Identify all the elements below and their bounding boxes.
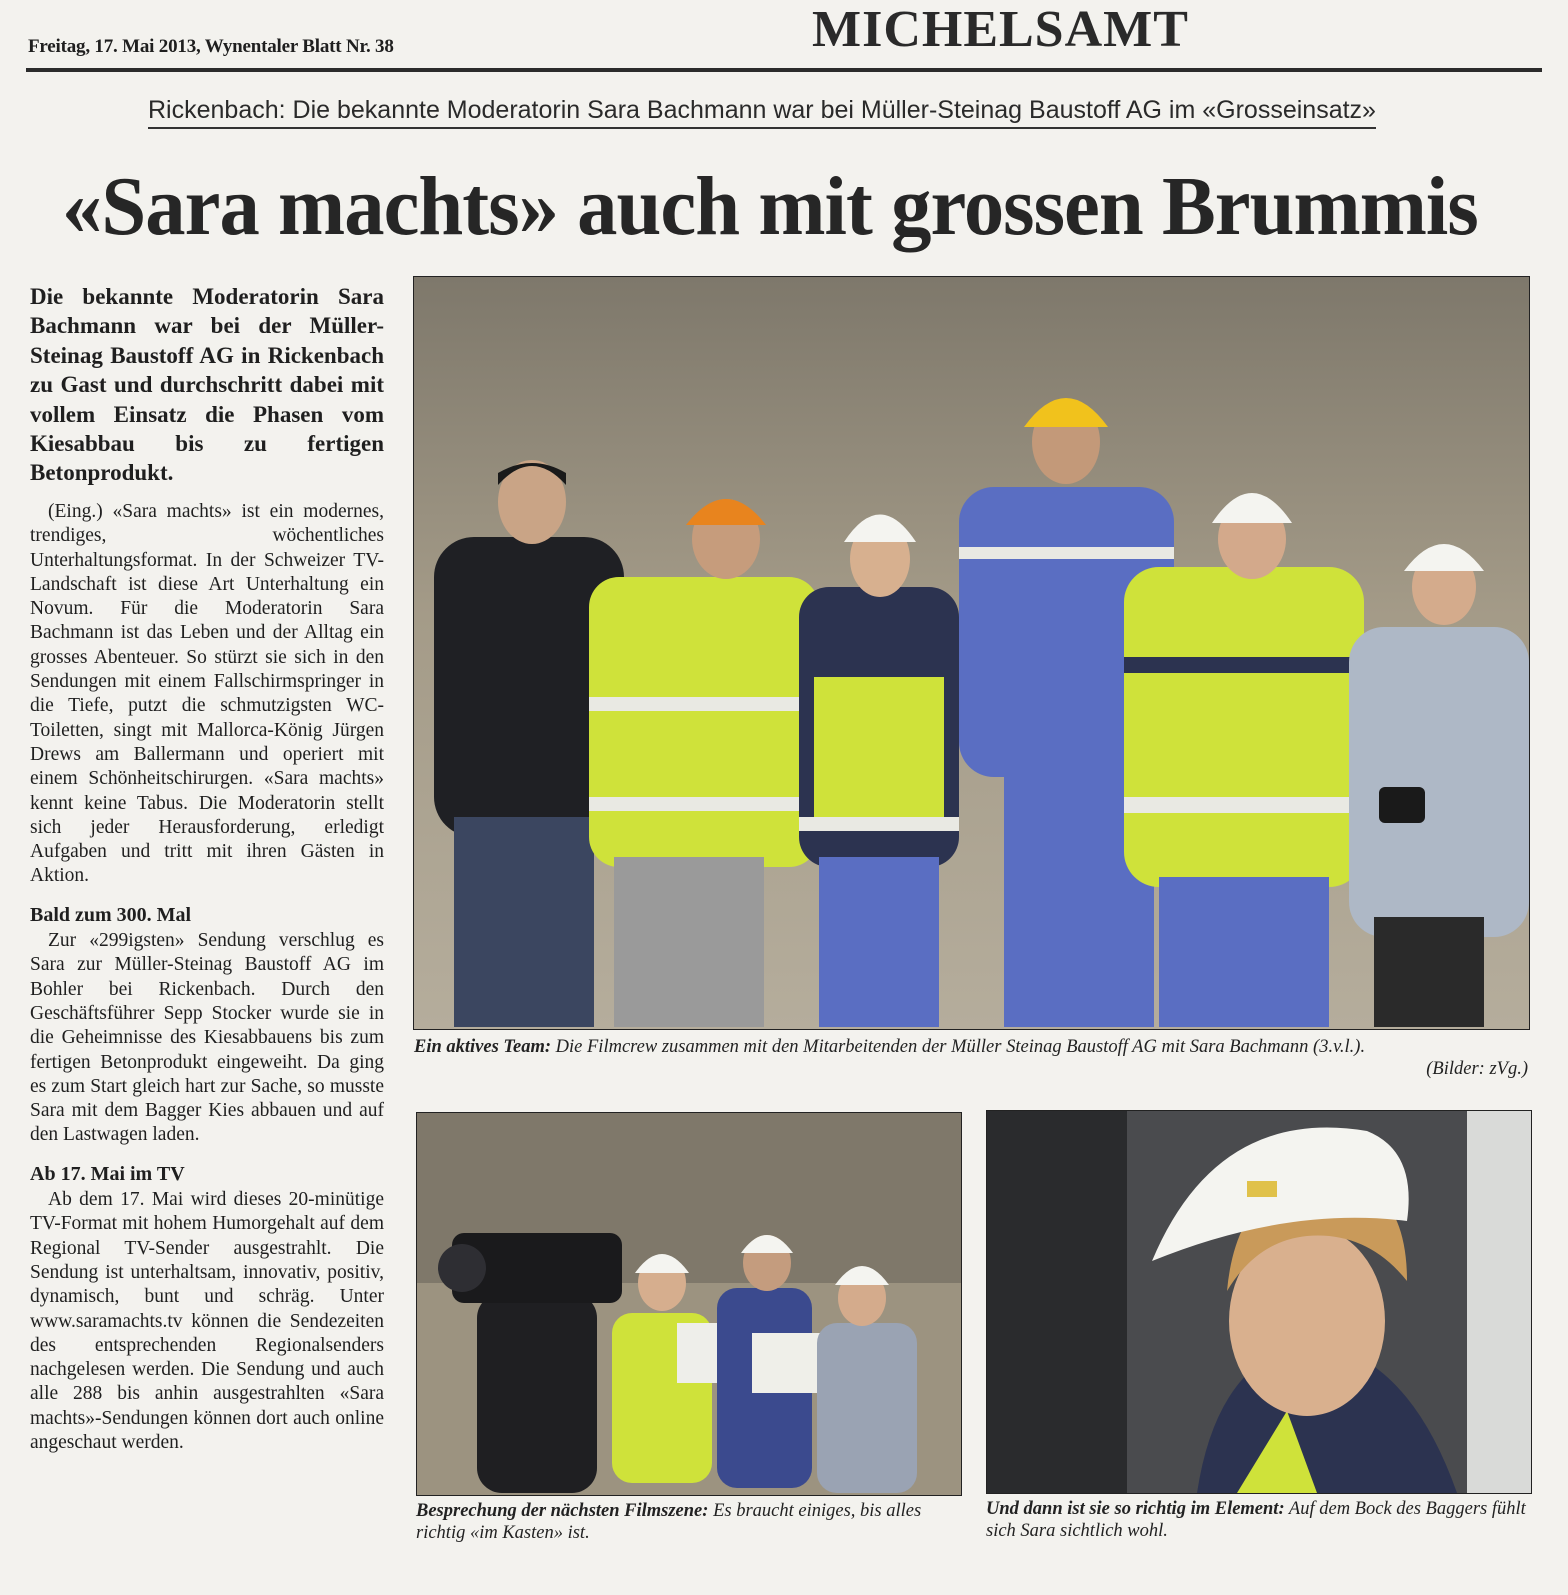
- group-photo-illustration: [414, 277, 1529, 1029]
- main-caption-text: Die Filmcrew zusammen mit den Mitarbeitenden der Müller Steinag Baustoff AG mit Sara Bachmann (3.v.l.).: [551, 1037, 1366, 1057]
- subheading-1: Bald zum 300. Mal: [30, 903, 192, 926]
- body-paragraph-1: (Eing.) «Sara machts» ist ein modernes, trendiges, wöchentliches Unterhaltungsformat. In der Schweizer TV-Landschaft ist diese Art Unterhaltung ein Novum. Für die Moderatorin Sara Bachmann ist das Leben und der Alltag ein grosses Abenteuer. So stürzt sie sich in den Sendungen mit einem Fallschirmspringer in die Tiefe, putzt die schmutzigsten WC-Toiletten, singt mit Mallorca-König Jürgen Drews am Ballermann und operiert mit einem Schönheitschirurgen. «Sara machts» kennt keine Tabus. Die Moderatorin stellt sich jeder Herausforderung, erledigt Aufgaben und tritt mit ihren Gästen in Aktion.: [30, 501, 384, 887]
- excavator-photo: [986, 1110, 1532, 1494]
- film-crew-caption-lead: Besprechung der nächsten Filmszene:: [416, 1501, 709, 1521]
- article-body: [30, 500, 384, 1455]
- film-crew-illustration: [417, 1113, 961, 1495]
- header-rule: [26, 68, 1542, 72]
- film-crew-photo: [416, 1112, 962, 1496]
- headline: «Sara machts» auch mit grossen Brummis: [62, 160, 1478, 253]
- body-paragraph-2: Zur «299igsten» Sendung verschlug es Sara zur Müller-Steinag Baustoff AG im Bohler bei Rickenbach. Durch den Geschäftsführer Sepp Stocker wurde sie in die Geheimnisse des Kiesabbauens bis zum fertigen Betonprodukt eingeweiht. Da ging es zum Start gleich hart zur Sache, so musste Sara mit dem Bagger Kies abbauen und auf den Lastwagen laden.: [30, 930, 384, 1146]
- person-5: [1124, 493, 1364, 1027]
- photo-credit: (Bilder: zVg.): [1426, 1059, 1528, 1079]
- main-photo: [413, 276, 1530, 1030]
- excavator-caption-text: Auf dem Bock des Baggers fühlt sich Sara sichtlich wohl.: [986, 1499, 1526, 1541]
- dateline: Freitag, 17. Mai 2013, Wynentaler Blatt Nr. 38: [28, 36, 394, 57]
- kicker-line: Rickenbach: Die bekannte Moderatorin Sara Bachmann war bei Müller-Steinag Baustoff AG im «Grosseinsatz»: [148, 96, 1376, 129]
- main-caption-lead: Ein aktives Team:: [414, 1037, 552, 1057]
- person-3: [799, 515, 959, 1028]
- section-title: MICHELSAMT: [812, 1, 1189, 58]
- main-caption: [414, 1036, 1528, 1058]
- excavator-illustration: [987, 1111, 1531, 1493]
- subheading-2: Ab 17. Mai im TV: [30, 1162, 185, 1185]
- body-paragraph-3: Ab dem 17. Mai wird dieses 20-minütige TV-Format mit hohem Humorgehalt auf dem Regional TV-Sender ausgestrahlt. Die Sendung ist unterhaltsam, innovativ, positiv, dynamisch, bunt und schräg. Unter www.saramachts.tv können die Sendezeiten des entsprechenden Regionalsenders nachgelesen werden. Die Sendung und auch alle 288 bis anhin ausgestrahlten «Sara machts»-Sendungen können dort auch online angeschaut werden.: [30, 1189, 384, 1453]
- excavator-caption-lead: Und dann ist sie so richtig im Element:: [986, 1499, 1285, 1519]
- film-crew-caption: [416, 1500, 960, 1544]
- excavator-caption: [986, 1498, 1530, 1542]
- lead-paragraph: Die bekannte Moderatorin Sara Bachmann war bei der Müller-Steinag Baustoff AG in Rickenbach zu Gast und durchschritt dabei mit vollem Einsatz die Phasen vom Kiesabbau bis zu fertigen Betonprodukt.: [30, 284, 384, 486]
- film-crew-caption-text: Es braucht einiges, bis alles richtig «im Kasten» ist.: [416, 1501, 922, 1543]
